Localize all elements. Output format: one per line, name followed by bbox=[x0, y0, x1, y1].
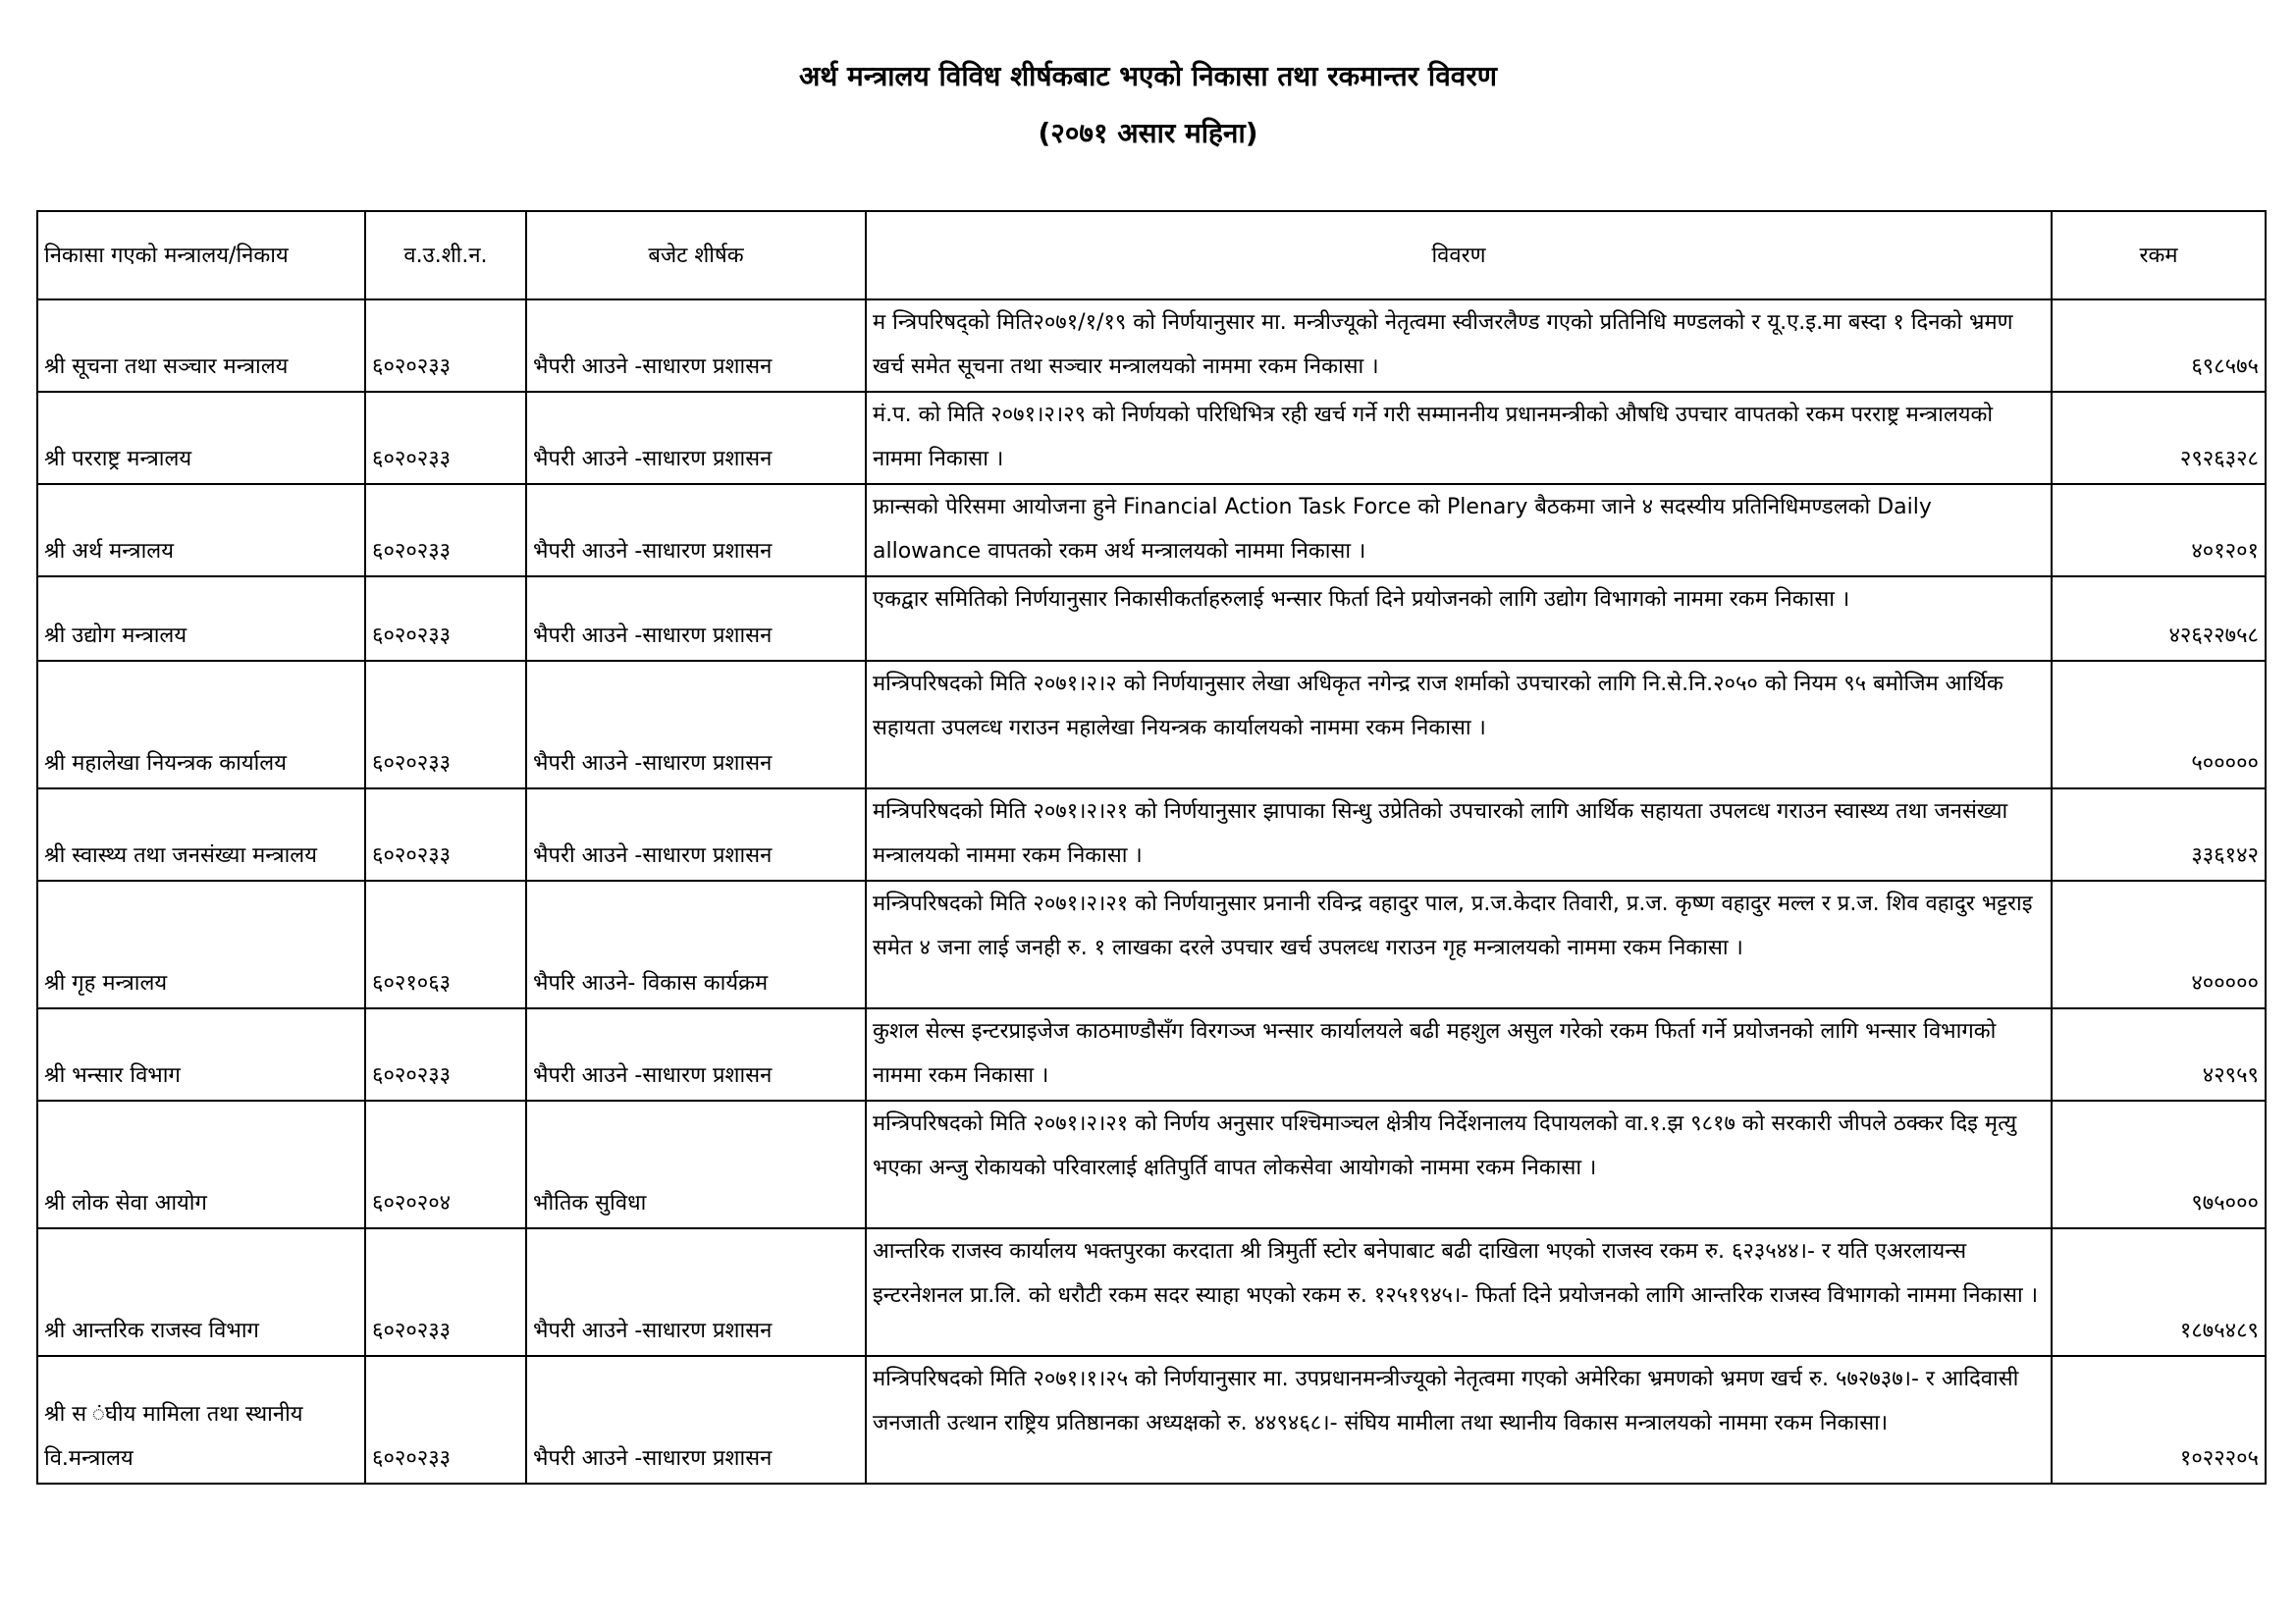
cell-description: मन्त्रिपरिषदको मिति २०७१।१।२५ को निर्णयानुसार मा. उपप्रधानमन्त्रीज्यूको नेतृत्वमा गएको अमेरिका भ्रमणको भ्रमण खर्च रु. ५७२७३७।- र आदिवासी जनजाती उत्थान राष्ट्रिय प्रतिष्ठानका अध्यक्षको रु. ४४९४६८।- संघिय मामीला तथा स्थानीय विकास मन्त्रालयको नाममा रकम निकासा। bbox=[866, 1356, 2052, 1484]
cell-code: ६०२०२३३ bbox=[365, 392, 526, 484]
table-row bbox=[37, 1008, 2266, 1101]
cell-code: ६०२०२३३ bbox=[365, 788, 526, 881]
cell-amount: ४००००० bbox=[2052, 881, 2266, 1008]
table-row bbox=[37, 484, 2266, 576]
cell-office: श्री महालेखा नियन्त्रक कार्यालय bbox=[37, 661, 365, 788]
cell-office: श्री उद्योग मन्त्रालय bbox=[37, 576, 365, 661]
cell-description: मन्त्रिपरिषदको मिति २०७१।२।२ को निर्णयानुसार लेखा अधिकृत नगेन्द्र राज शर्माको उपचारको लागि नि.से.नि.२०५० को नियम ९५ बमोजिम आर्थिक सहायता उपलव्ध गराउन महालेखा नियन्त्रक कार्यालयको नाममा रकम निकासा । bbox=[866, 661, 2052, 788]
table-row bbox=[37, 661, 2266, 788]
cell-description: फ्रान्सको पेरिसमा आयोजना हुने Financial Action Task Force को Plenary बैठकमा जाने ४ सदस्यीय प्रतिनिधिमण्डलको Daily allowance वापतको रकम अर्थ मन्त्रालयको नाममा निकासा । bbox=[866, 484, 2052, 576]
table-row bbox=[37, 1101, 2266, 1228]
cell-budget: भैपरी आउने -साधारण प्रशासन bbox=[526, 1356, 866, 1484]
cell-code: ६०२०२०४ bbox=[365, 1101, 526, 1228]
cell-code: ६०२०२३३ bbox=[365, 299, 526, 392]
cell-amount: १०२२२०५ bbox=[2052, 1356, 2266, 1484]
table-row bbox=[37, 1356, 2266, 1484]
header-code: व.उ.शी.न. bbox=[365, 211, 526, 299]
cell-amount: ६९८५७५ bbox=[2052, 299, 2266, 392]
cell-description: मन्त्रिपरिषदको मिति २०७१।२।२१ को निर्णय अनुसार पश्चिमाञ्चल क्षेत्रीय निर्देशनालय दिपायलको वा.१.झ ९८१७ को सरकारी जीपले ठक्कर दिइ मृत्यु भएका अन्जु रोकायको परिवारलाई क्षतिपुर्ति वापत लोकसेवा आयोगको नाममा रकम निकासा । bbox=[866, 1101, 2052, 1228]
table-row bbox=[37, 1228, 2266, 1356]
cell-amount: ३३६१४२ bbox=[2052, 788, 2266, 881]
cell-budget: भैपरी आउने -साधारण प्रशासन bbox=[526, 788, 866, 881]
cell-code: ६०२०२३३ bbox=[365, 661, 526, 788]
cell-amount: ९७५००० bbox=[2052, 1101, 2266, 1228]
cell-office: श्री गृह मन्त्रालय bbox=[37, 881, 365, 1008]
cell-code: ६०२१०६३ bbox=[365, 881, 526, 1008]
table-row bbox=[37, 576, 2266, 661]
cell-code: ६०२०२३३ bbox=[365, 484, 526, 576]
table-row bbox=[37, 392, 2266, 484]
cell-description: कुशल सेल्स इन्टरप्राइजेज काठमाण्डौसँग विरगञ्ज भन्सार कार्यालयले बढी महशुल असुल गरेको रकम फिर्ता गर्ने प्रयोजनको लागि भन्सार विभागको नाममा रकम निकासा । bbox=[866, 1008, 2052, 1101]
cell-amount: २९२६३२८ bbox=[2052, 392, 2266, 484]
document-subtitle: (२०७१ असार महिना) bbox=[1038, 117, 1258, 149]
disbursement-table bbox=[36, 210, 2267, 1485]
cell-budget: भैपरी आउने -साधारण प्रशासन bbox=[526, 1008, 866, 1101]
cell-office: श्री स ंघीय मामिला तथा स्थानीय वि.मन्त्रालय bbox=[37, 1356, 365, 1484]
cell-amount: ५००००० bbox=[2052, 661, 2266, 788]
cell-description: एकद्वार समितिको निर्णयानुसार निकासीकर्ताहरुलाई भन्सार फिर्ता दिने प्रयोजनको लागि उद्योग विभागको नाममा रकम निकासा । bbox=[866, 576, 2052, 661]
cell-description: मन्त्रिपरिषदको मिति २०७१।२।२१ को निर्णयानुसार प्रनानी रविन्द्र वहादुर पाल, प्र.ज.केदार तिवारी, प्र.ज. कृष्ण वहादुर मल्ल र प्र.ज. शिव वहादुर भट्टराइ समेत ४ जना लाई जनही रु. १ लाखका दरले उपचार खर्च उपलव्ध गराउन गृह मन्त्रालयको नाममा रकम निकासा । bbox=[866, 881, 2052, 1008]
cell-amount: ४०१२०१ bbox=[2052, 484, 2266, 576]
header-description: विवरण bbox=[866, 211, 2052, 299]
cell-budget: भैपरी आउने -साधारण प्रशासन bbox=[526, 484, 866, 576]
cell-office: श्री सूचना तथा सञ्चार मन्त्रालय bbox=[37, 299, 365, 392]
cell-code: ६०२०२३३ bbox=[365, 1356, 526, 1484]
cell-budget: भैपरी आउने -साधारण प्रशासन bbox=[526, 661, 866, 788]
header-amount: रकम bbox=[2052, 211, 2266, 299]
cell-code: ६०२०२३३ bbox=[365, 1008, 526, 1101]
cell-budget: भैपरी आउने -साधारण प्रशासन bbox=[526, 392, 866, 484]
table-row bbox=[37, 881, 2266, 1008]
cell-amount: ४२६२२७५८ bbox=[2052, 576, 2266, 661]
cell-office: श्री स्वास्थ्य तथा जनसंख्या मन्त्रालय bbox=[37, 788, 365, 881]
cell-code: ६०२०२३३ bbox=[365, 1228, 526, 1356]
cell-budget: भौतिक सुविधा bbox=[526, 1101, 866, 1228]
cell-code: ६०२०२३३ bbox=[365, 576, 526, 661]
cell-office: श्री अर्थ मन्त्रालय bbox=[37, 484, 365, 576]
cell-amount: १८७५४८९ bbox=[2052, 1228, 2266, 1356]
cell-budget: भैपरी आउने -साधारण प्रशासन bbox=[526, 299, 866, 392]
table-row bbox=[37, 788, 2266, 881]
cell-office: श्री लोक सेवा आयोग bbox=[37, 1101, 365, 1228]
cell-amount: ४२९५९ bbox=[2052, 1008, 2266, 1101]
cell-office: श्री परराष्ट्र मन्त्रालय bbox=[37, 392, 365, 484]
header-budget: बजेट शीर्षक bbox=[526, 211, 866, 299]
cell-description: आन्तरिक राजस्व कार्यालय भक्तपुरका करदाता श्री त्रिमुर्ती स्टोर बनेपाबाट बढी दाखिला भएको राजस्व रकम रु. ६२३५४४।- र यति एअरलायन्स इन्टरनेशनल प्रा.लि. को धरौटी रकम सदर स्याहा भएको रकम रु. १२५१९४५।- फिर्ता दिने प्रयोजनको लागि आन्तरिक राजस्व विभागको नाममा निकासा । bbox=[866, 1228, 2052, 1356]
cell-office: श्री भन्सार विभाग bbox=[37, 1008, 365, 1101]
cell-budget: भैपरि आउने- विकास कार्यक्रम bbox=[526, 881, 866, 1008]
cell-description: मं.प. को मिति २०७१।२।२९ को निर्णयको परिधिभित्र रही खर्च गर्ने गरी सम्माननीय प्रधानमन्त्रीको औषधि उपचार वापतको रकम परराष्ट्र मन्त्रालयको नाममा निकासा । bbox=[866, 392, 2052, 484]
document-title: अर्थ मन्त्रालय विविध शीर्षकबाट भएको निकासा तथा रकमान्तर विवरण bbox=[798, 60, 1498, 92]
table-header-row bbox=[37, 211, 2266, 299]
cell-budget: भैपरी आउने -साधारण प्रशासन bbox=[526, 576, 866, 661]
cell-description: म न्त्रिपरिषद्को मिति२०७१/१/१९ को निर्णयानुसार मा. मन्त्रीज्यूको नेतृत्वमा स्वीजरलैण्ड गएको प्रतिनिधि मण्डलको र यू.ए.इ.मा बस्दा १ दिनको भ्रमण खर्च समेत सूचना तथा सञ्चार मन्त्रालयको नाममा रकम निकासा । bbox=[866, 299, 2052, 392]
table-row bbox=[37, 299, 2266, 392]
cell-description: मन्त्रिपरिषदको मिति २०७१।२।२१ को निर्णयानुसार झापाका सिन्धु उप्रेतिको उपचारको लागि आर्थिक सहायता उपलव्ध गराउन स्वास्थ्य तथा जनसंख्या मन्त्रालयको नाममा रकम निकासा । bbox=[866, 788, 2052, 881]
header-office: निकासा गएको मन्त्रालय/निकाय bbox=[37, 211, 365, 299]
cell-budget: भैपरी आउने -साधारण प्रशासन bbox=[526, 1228, 866, 1356]
cell-office: श्री आन्तरिक राजस्व विभाग bbox=[37, 1228, 365, 1356]
